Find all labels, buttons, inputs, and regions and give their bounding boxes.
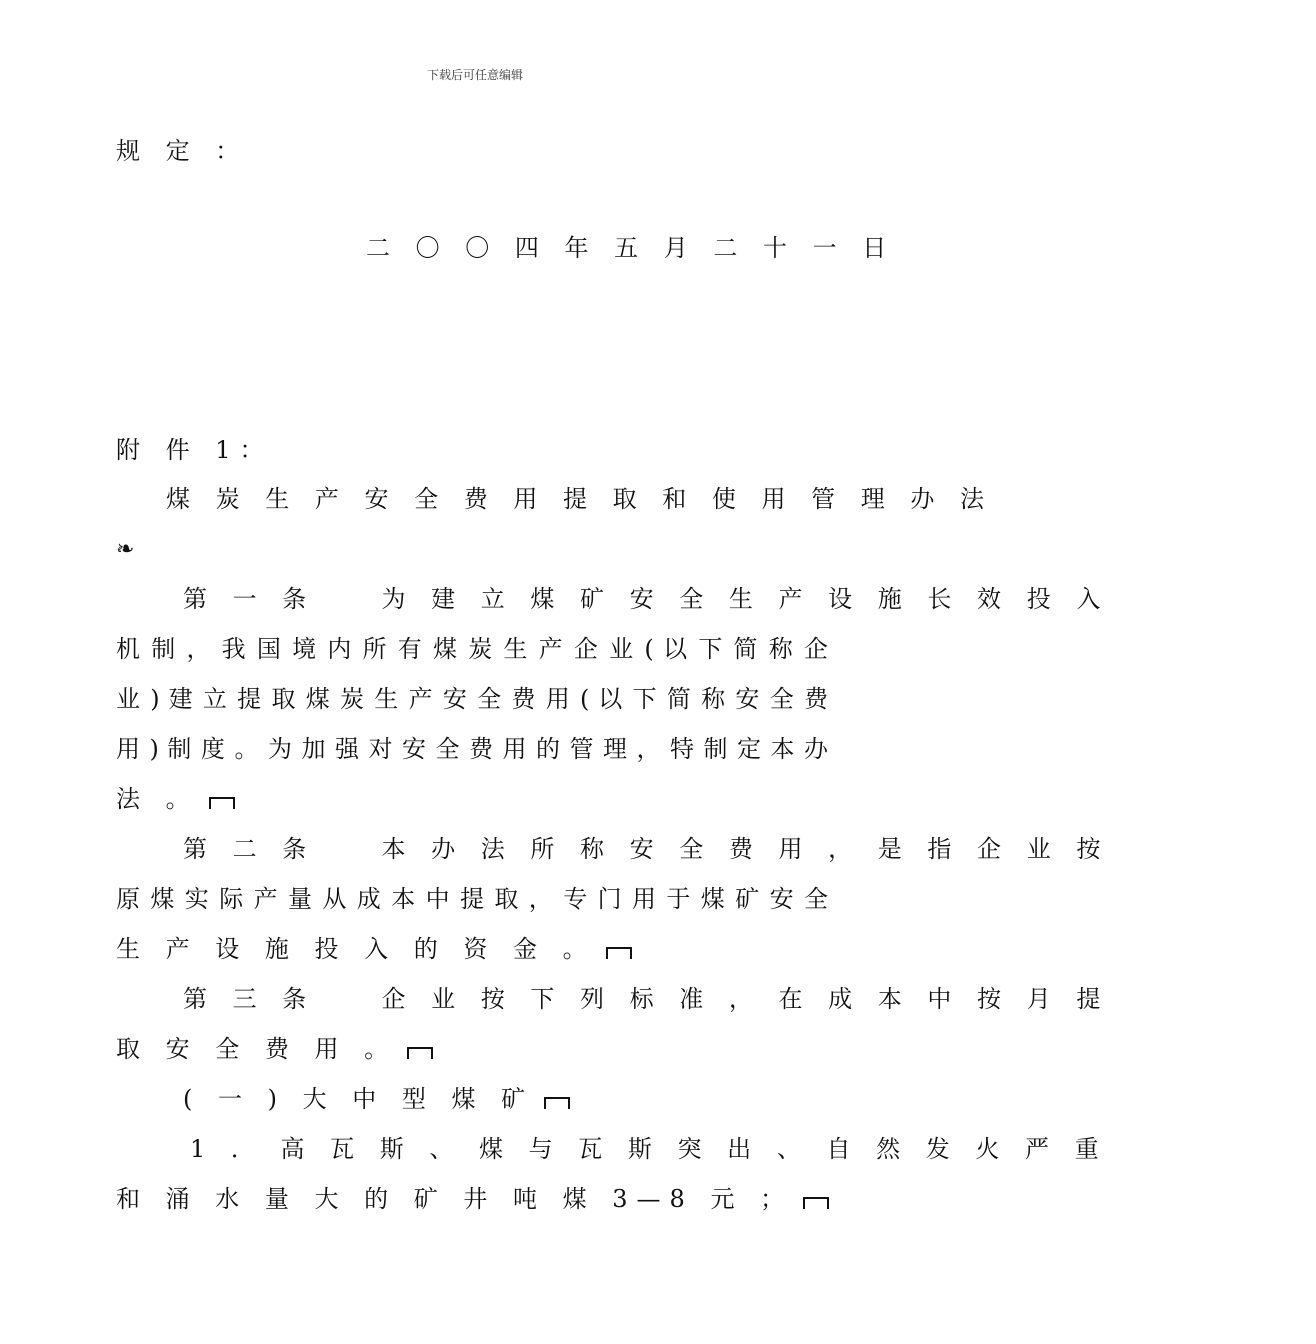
text-span: 和 涌 水 量 大 的 矿 井 吨 煤 3—8 元 ；	[116, 1185, 794, 1213]
date-line: 二 〇 〇 四 年 五 月 二 十 一 日	[366, 234, 896, 262]
paragraph-mark-icon	[544, 1097, 570, 1109]
article-1-line-2: 机 制 ， 我 国 境 内 所 有 煤 炭 生 产 企 业 ( 以 下 简 称 企	[116, 635, 828, 663]
ornament-icon: ❧	[116, 537, 135, 562]
text-span: 生 产 设 施 投 入 的 资 金 。	[116, 935, 596, 963]
article-3-line-2	[0, 1034, 1066, 1064]
article-2-line-2: 原 煤 实 际 产 量 从 成 本 中 提 取 ， 专 门 用 于 煤 矿 安 全	[116, 885, 828, 913]
article-1-line-1: 第 一 条 为 建 立 煤 矿 安 全 生 产 设 施 长 效 投 入	[183, 585, 1110, 613]
paragraph-mark-icon	[606, 947, 632, 959]
article-2-line-3	[0, 934, 1066, 964]
article-1-line-4: 用 ) 制 度 。 为 加 强 对 安 全 费 用 的 管 理 ， 特 制 定 本 办	[116, 735, 828, 763]
text-span: 取 安 全 费 用 。	[116, 1035, 398, 1063]
page-header: 下载后可任意编辑	[426, 68, 523, 82]
item-1-line-1: 1 ． 高 瓦 斯 、 煤 与 瓦 斯 突 出 、 自 然 发 火 严 重	[190, 1135, 1108, 1163]
attachment-label: 附 件 1：	[116, 436, 273, 464]
text-line: 规 定 ：	[116, 137, 249, 165]
article-1-line-3: 业 ) 建 立 提 取 煤 炭 生 产 安 全 费 用 ( 以 下 简 称 安 全 费	[116, 685, 828, 713]
text-span: ( 一 ) 大 中 型 煤 矿	[183, 1085, 535, 1113]
paragraph-mark-icon	[209, 797, 235, 809]
item-1-line-2	[0, 1184, 1066, 1214]
document-title: 煤 炭 生 产 安 全 费 用 提 取 和 使 用 管 理 办 法	[166, 485, 994, 513]
article-3-line-1: 第 三 条 企 业 按 下 列 标 准 ， 在 成 本 中 按 月 提	[183, 985, 1110, 1013]
paragraph-mark-icon	[803, 1197, 829, 1209]
paragraph-mark-icon	[407, 1047, 433, 1059]
text-span: 法 。	[116, 785, 199, 813]
section-1-heading	[0, 1084, 1133, 1114]
article-1-line-5	[0, 784, 1066, 814]
article-2-line-1: 第 二 条 本 办 法 所 称 安 全 费 用 ， 是 指 企 业 按	[183, 835, 1110, 863]
